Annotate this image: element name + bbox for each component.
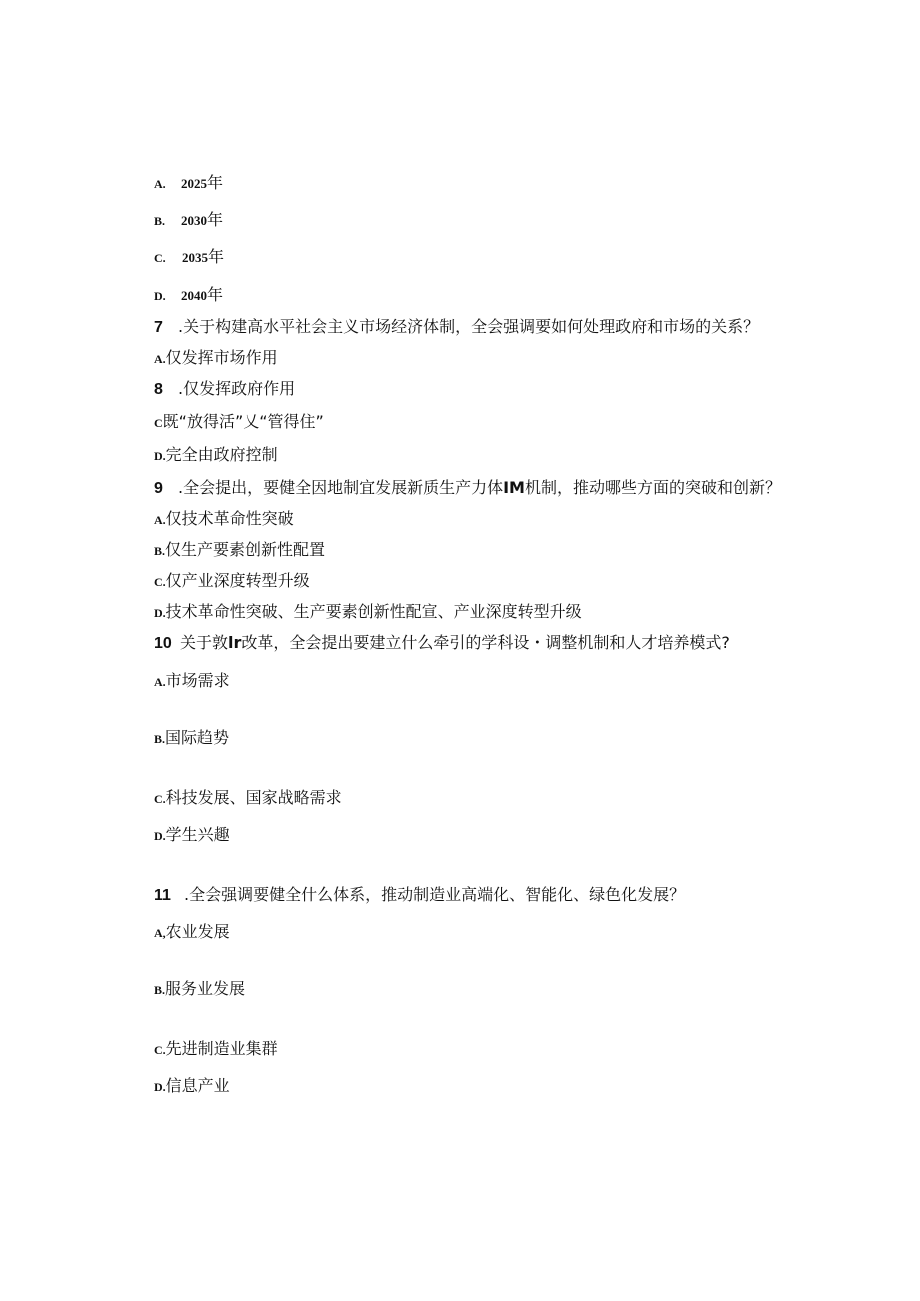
question-number: 10 bbox=[154, 635, 172, 652]
question-text-end: 改革，全会提出要建立什么牵引的学科设・调整机制和人才培养模式? bbox=[241, 633, 730, 652]
option-label: D. bbox=[154, 289, 166, 303]
question-text-start: .全会提出，要健全因地制宜发展新质生产力体 bbox=[178, 478, 504, 497]
option-label: C. bbox=[154, 251, 166, 265]
option-year: 2025 bbox=[181, 176, 207, 191]
question-text-bold: IM bbox=[503, 478, 525, 497]
q11-option-a bbox=[154, 922, 230, 943]
q7-option-d bbox=[154, 445, 278, 466]
question-7 bbox=[154, 317, 759, 338]
q10-option-d bbox=[154, 825, 230, 846]
q7-option-c bbox=[154, 412, 324, 433]
q7-option-b bbox=[154, 379, 295, 400]
q6-option-b bbox=[154, 210, 223, 231]
option-year-suffix: 年 bbox=[207, 210, 224, 229]
option-text: 国际趋势 bbox=[165, 728, 230, 747]
option-text: 服务业发展 bbox=[165, 979, 246, 998]
question-number: 9 bbox=[154, 480, 163, 497]
question-number: 11 bbox=[154, 887, 171, 904]
option-label: B. bbox=[154, 214, 166, 228]
option-year-suffix: 年 bbox=[208, 247, 225, 266]
option-label: A. bbox=[154, 675, 166, 689]
q10-option-b bbox=[154, 728, 229, 749]
option-text: 先进制造业集群 bbox=[165, 1039, 278, 1058]
question-10 bbox=[154, 633, 730, 654]
q9-option-d bbox=[154, 602, 582, 623]
option-label: B. bbox=[154, 732, 166, 746]
option-text: .仅发挥政府作用 bbox=[178, 379, 296, 398]
q6-option-c bbox=[154, 247, 224, 268]
option-text: 仅发挥市场作用 bbox=[165, 348, 278, 367]
question-text-end: 机制，推动哪些方面的突破和创新？ bbox=[524, 478, 781, 497]
option-year-suffix: 年 bbox=[207, 285, 224, 304]
option-text: 仅生产要素创新性配置 bbox=[165, 540, 326, 559]
question-text: .全会强调要健全什么体系，推动制造业高端化、智能化、绿色化发展？ bbox=[184, 885, 686, 904]
q11-option-b bbox=[154, 979, 245, 1000]
option-label: A, bbox=[154, 926, 166, 940]
q7-option-a bbox=[154, 348, 278, 369]
option-text: 仅技术革命性突破 bbox=[165, 509, 294, 528]
option-text: 技术革命性突破、生产要素创新性配宣、产业深度转型升级 bbox=[165, 602, 582, 621]
question-text-bold: lr bbox=[228, 633, 242, 652]
option-label: A. bbox=[154, 513, 166, 527]
q9-option-c bbox=[154, 571, 310, 592]
option-text: 信息产业 bbox=[165, 1076, 230, 1095]
option-label: D. bbox=[154, 829, 166, 843]
option-year: 2035 bbox=[182, 250, 208, 265]
question-number: 7 bbox=[154, 319, 163, 336]
question-11 bbox=[154, 885, 685, 906]
option-year: 2030 bbox=[181, 213, 207, 228]
option-year: 2040 bbox=[181, 288, 207, 303]
option-text: 科技发展、国家战略需求 bbox=[165, 788, 342, 807]
q11-option-d bbox=[154, 1076, 230, 1097]
option-label: B. bbox=[154, 983, 166, 997]
option-label: A. bbox=[154, 177, 166, 191]
option-label: 8 bbox=[154, 381, 163, 398]
option-label: C. bbox=[154, 1043, 166, 1057]
option-label: D. bbox=[154, 449, 166, 463]
option-text: 既“放得活”乂“管得住” bbox=[162, 412, 324, 431]
option-text: 仅产业深度转型升级 bbox=[165, 571, 310, 590]
question-text-start: 关于敦 bbox=[180, 633, 229, 652]
q9-option-b bbox=[154, 540, 325, 561]
q9-option-a bbox=[154, 509, 294, 530]
option-text: 农业发展 bbox=[165, 922, 230, 941]
option-label: B. bbox=[154, 544, 166, 558]
q11-option-c bbox=[154, 1039, 278, 1060]
option-text: 市场需求 bbox=[165, 671, 230, 690]
q10-option-a bbox=[154, 671, 230, 692]
q6-option-d bbox=[154, 285, 223, 306]
option-year-suffix: 年 bbox=[207, 173, 224, 192]
option-text: 学生兴趣 bbox=[165, 825, 230, 844]
option-label: C. bbox=[154, 575, 166, 589]
question-9 bbox=[154, 478, 781, 499]
question-text: .关于构建高水平社会主义市场经济体制，全会强调要如何处理政府和市场的关系？ bbox=[178, 317, 760, 336]
option-label: A. bbox=[154, 352, 166, 366]
option-label: C. bbox=[154, 792, 166, 806]
option-label: D. bbox=[154, 606, 166, 620]
q10-option-c bbox=[154, 788, 342, 809]
option-label: C bbox=[154, 416, 163, 430]
q6-option-a bbox=[154, 173, 223, 194]
option-label: D. bbox=[154, 1080, 166, 1094]
option-text: 完全由政府控制 bbox=[165, 445, 278, 464]
